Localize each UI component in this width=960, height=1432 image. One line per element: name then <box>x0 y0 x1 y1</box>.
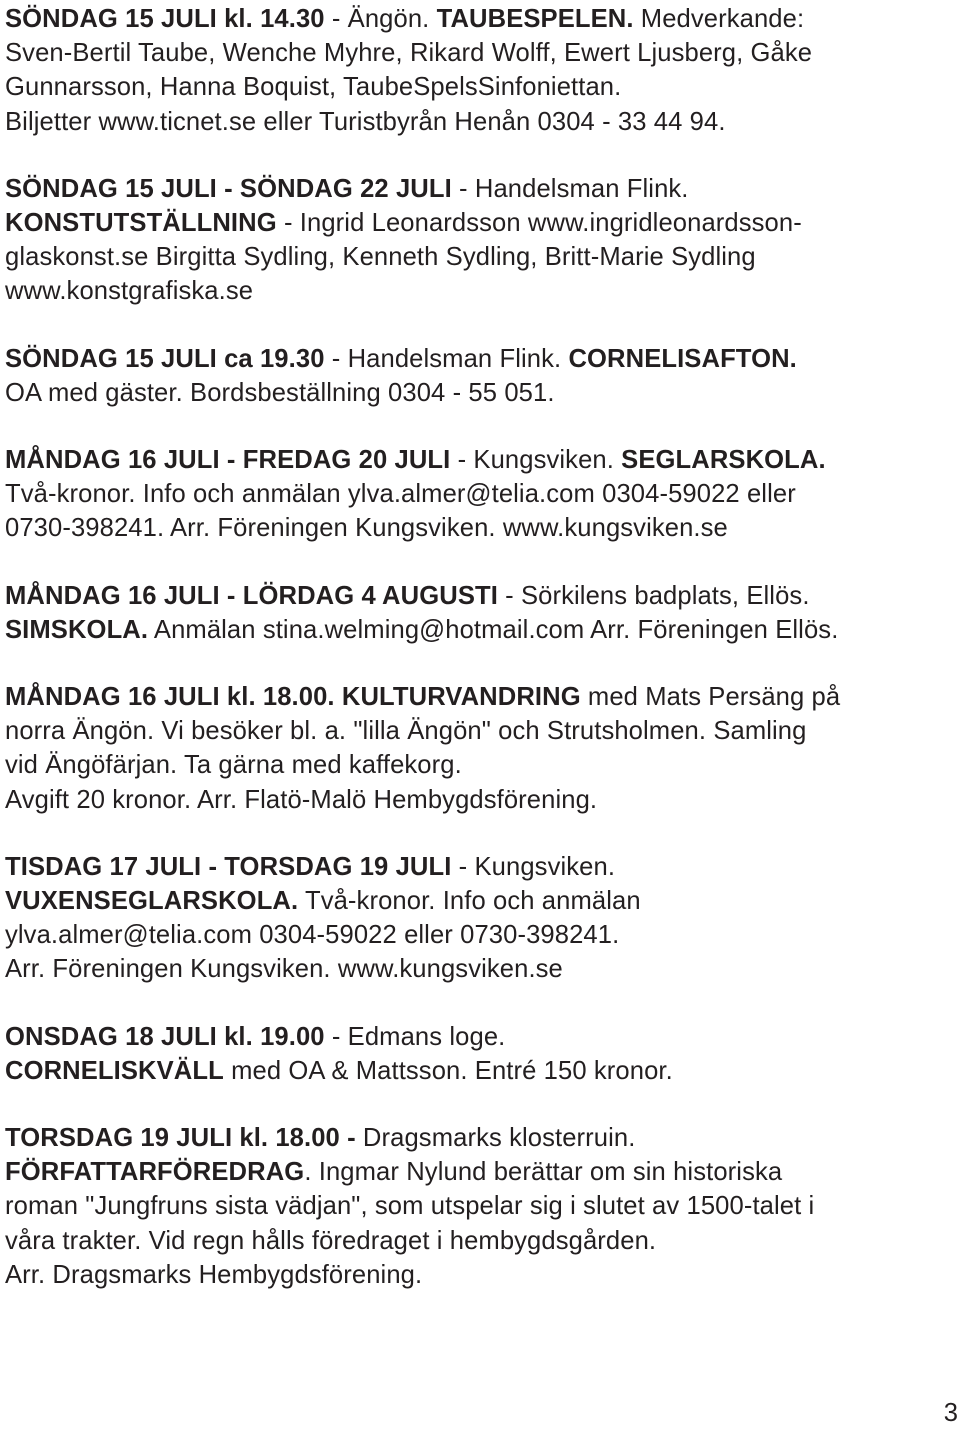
event-body-text: - Sörkilens badplats, Ellös. <box>497 581 810 610</box>
event-body-text: glaskonst.se Birgitta Sydling, Kenneth Sydling, Britt-Marie Sydling <box>5 243 756 272</box>
event-heading-text: SÖNDAG 15 JULI ca 19.30 <box>5 344 325 373</box>
event-heading-text: CORNELISKVÄLL <box>5 1056 224 1085</box>
event-heading-text: ONSDAG 18 JULI kl. 19.00 <box>5 1022 325 1051</box>
event-body-text: OA med gäster. Bordsbeställning 0304 - 55 051. <box>5 378 555 407</box>
event-body-text: Dragsmarks klosterruin. <box>355 1124 636 1153</box>
event-line <box>5 36 957 70</box>
event-body-text: med Mats Persäng på <box>580 683 841 712</box>
event-body-text: våra trakter. Vid regn hålls föredraget i hembygdsgården. <box>5 1226 657 1255</box>
event-heading-text: TAUBESPELEN. <box>436 5 634 33</box>
event-block <box>5 579 957 647</box>
event-heading-text: FÖRFATTARFÖREDRAG <box>5 1158 305 1187</box>
event-block <box>5 2 957 139</box>
event-listing <box>5 2 957 1292</box>
event-line <box>5 613 957 647</box>
event-body-text: Sven-Bertil Taube, Wenche Myhre, Rikard Wolff, Ewert Ljusberg, Gåke <box>5 39 813 68</box>
event-heading-text: MÅNDAG 16 JULI - LÖRDAG 4 AUGUSTI <box>5 581 498 610</box>
event-line <box>5 274 957 308</box>
event-line <box>5 1121 957 1155</box>
event-heading-text: CORNELISAFTON. <box>568 344 797 373</box>
event-heading-text: TORSDAG 19 JULI kl. 18.00 - <box>5 1124 356 1153</box>
event-body-text: - Ängön. <box>324 5 437 33</box>
event-body-text: med OA & Mattsson. Entré 150 kronor. <box>223 1056 673 1085</box>
event-body-text: ylva.almer@telia.com 0304-59022 eller 0730-398241. <box>5 921 620 950</box>
event-body-text: 0730-398241. Arr. Föreningen Kungsviken. www.kungsviken.se <box>5 514 728 543</box>
event-line <box>5 680 957 714</box>
event-line <box>5 342 957 376</box>
event-line <box>5 579 957 613</box>
event-line <box>5 850 957 884</box>
event-body-text: - Ingrid Leonardsson www.ingridleonardsson- <box>276 209 802 238</box>
event-body-text: norra Ängön. Vi besöker bl. a. "lilla Ängön" och Strutsholmen. Samling <box>5 717 807 746</box>
event-body-text: Avgift 20 kronor. Arr. Flatö-Malö Hembygdsförening. <box>5 785 598 814</box>
event-body-text: Arr. Dragsmarks Hembygdsförening. <box>5 1260 423 1289</box>
event-line <box>5 952 957 986</box>
event-block <box>5 342 957 410</box>
event-heading-text: SEGLARSKOLA. <box>621 446 826 475</box>
event-heading-text: MÅNDAG 16 JULI - FREDAG 20 JULI <box>5 446 451 475</box>
event-line <box>5 783 957 817</box>
event-line <box>5 172 957 206</box>
event-block <box>5 850 957 987</box>
event-body-text: Gunnarsson, Hanna Boquist, TaubeSpelsSinfoniettan. <box>5 73 622 102</box>
event-heading-text: VUXENSEGLARSKOLA. <box>5 887 299 916</box>
event-line <box>5 1189 957 1223</box>
event-line <box>5 105 957 139</box>
event-body-text: - Handelsman Flink. <box>451 174 689 203</box>
event-body-text: Anmälan stina.welming@hotmail.com Arr. Föreningen Ellös. <box>148 615 839 644</box>
event-body-text: Medverkande: <box>633 5 805 33</box>
event-line <box>5 884 957 918</box>
event-body-text: - Kungsviken. <box>451 852 616 881</box>
event-line <box>5 1155 957 1189</box>
event-line <box>5 714 957 748</box>
event-block <box>5 1020 957 1088</box>
event-body-text: Arr. Föreningen Kungsviken. www.kungsviken.se <box>5 955 563 984</box>
event-block <box>5 680 957 817</box>
event-line <box>5 1054 957 1088</box>
event-body-text <box>335 683 342 711</box>
event-line <box>5 1020 957 1054</box>
event-body-text: vid Ängöfärjan. Ta gärna med kaffekorg. <box>5 751 462 780</box>
event-line <box>5 1224 957 1258</box>
event-body-text: Två-kronor. Info och anmälan ylva.almer@telia.com 0304-59022 eller <box>5 480 796 509</box>
event-line <box>5 748 957 782</box>
event-line <box>5 1258 957 1292</box>
event-line <box>5 918 957 952</box>
event-line <box>5 511 957 545</box>
event-body-text: - Kungsviken. <box>450 446 622 475</box>
event-heading-text: SÖNDAG 15 JULI kl. 14.30 <box>5 5 325 33</box>
page-number: 3 <box>943 1399 958 1427</box>
event-heading-text: TISDAG 17 JULI - TORSDAG 19 JULI <box>5 852 452 881</box>
event-line <box>5 70 957 104</box>
event-heading-text: KONSTUTSTÄLLNING <box>5 209 277 238</box>
event-block <box>5 172 957 309</box>
event-line <box>5 376 957 410</box>
event-body-text: roman "Jungfruns sista vädjan", som utspelar sig i slutet av 1500-talet i <box>5 1192 815 1221</box>
event-line <box>5 206 957 240</box>
event-heading-text: MÅNDAG 16 JULI kl. 18.00. <box>5 683 335 712</box>
event-body-text: Två-kronor. Info och anmälan <box>298 887 641 916</box>
event-line <box>5 240 957 274</box>
event-heading-text: SÖNDAG 15 JULI - SÖNDAG 22 JULI <box>5 174 452 203</box>
event-body-text: - Edmans loge. <box>324 1022 506 1051</box>
event-line <box>5 443 957 477</box>
event-body-text: Biljetter www.ticnet.se eller Turistbyrån Henån 0304 - 33 44 94. <box>5 107 726 136</box>
event-heading-text: KULTURVANDRING <box>341 683 581 712</box>
event-body-text: www.konstgrafiska.se <box>5 277 254 306</box>
event-heading-text: SIMSKOLA. <box>5 615 149 644</box>
event-body-text: . Ingmar Nylund berättar om sin historiska <box>304 1158 783 1187</box>
event-block <box>5 443 957 546</box>
event-line <box>5 2 957 36</box>
event-line <box>5 477 957 511</box>
event-body-text: - Handelsman Flink. <box>324 344 569 373</box>
event-block <box>5 1121 957 1292</box>
